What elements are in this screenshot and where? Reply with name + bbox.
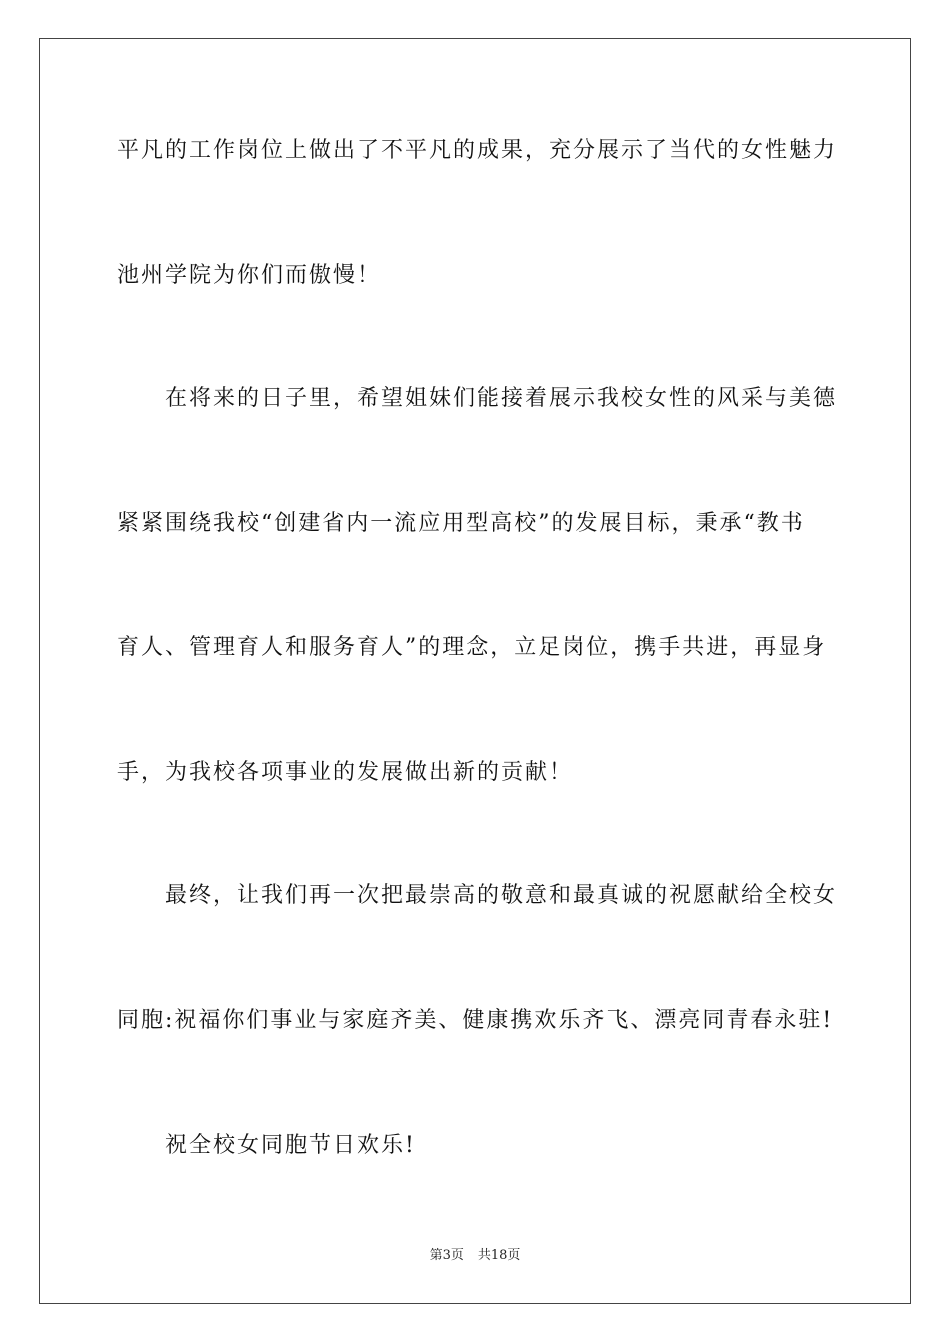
page-border [39, 38, 911, 1304]
text-line: 同胞:祝福你们事业与家庭齐美、健康携欢乐齐飞、漂亮同青春永驻! [117, 1008, 834, 1033]
page-footer [0, 1247, 950, 1265]
text-line: 育人、管理育人和服务育人”的理念，立足岗位，携手共进，再显身 [117, 635, 827, 660]
paragraph-start-line: 祝全校女同胞节日欢乐! [165, 1133, 416, 1158]
text-line: 池州学院为你们而傲慢！ [117, 263, 382, 288]
text-line: 紧紧围绕我校“创建省内一流应用型高校”的发展目标，秉承“教书 [117, 511, 805, 536]
page-total: 共18页 [477, 1248, 521, 1263]
paragraph-start-line: 在将来的日子里，希望姐妹们能接着展示我校女性的风采与美德 [165, 386, 838, 411]
page-number: 第3页 [429, 1248, 464, 1263]
paragraph-start-line: 最终，让我们再一次把最崇高的敬意和最真诚的祝愿献给全校女 [165, 883, 838, 908]
text-line: 手，为我校各项事业的发展做出新的贡献！ [117, 760, 574, 785]
text-line: 平凡的工作岗位上做出了不平凡的成果，充分展示了当代的女性魅力 [117, 138, 838, 163]
